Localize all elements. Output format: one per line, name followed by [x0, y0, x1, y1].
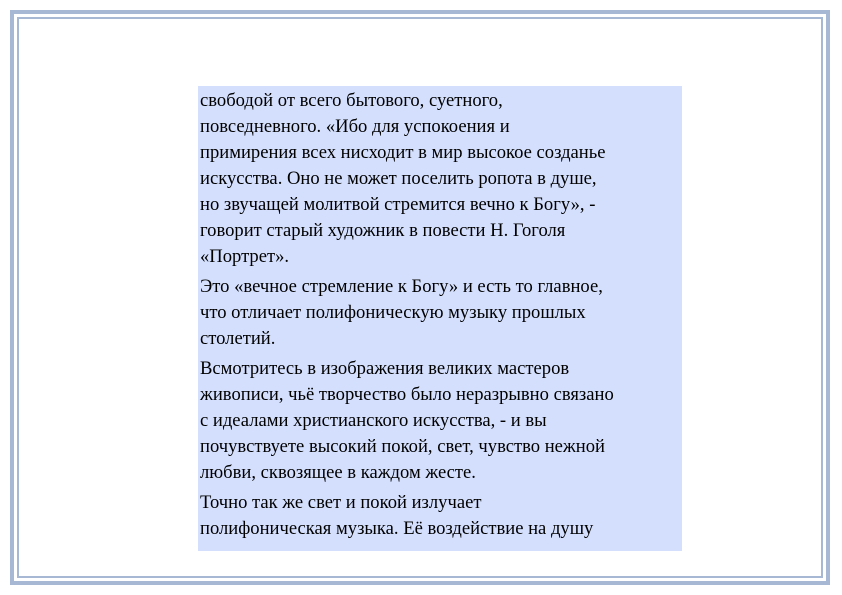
paragraph-2: [200, 274, 682, 352]
text-box: [198, 86, 682, 551]
text-line: почувствуете высокий покой, свет, чувство нежной: [200, 436, 605, 457]
text-line: Всмотритесь в изображения великих мастеров: [200, 358, 570, 379]
text-line: повседневного. «Ибо для успокоения и: [200, 116, 510, 137]
text-line: любви, сквозящее в каждом жесте.: [200, 462, 476, 483]
paragraph-4: [200, 490, 682, 542]
text-line: столетий.: [200, 328, 276, 349]
text-line: полифоническая музыка. Её воздействие на душу: [200, 518, 594, 539]
text-line: Точно так же свет и покой излучает: [200, 492, 482, 513]
text-line: живописи, чьё творчество было неразрывно связано: [200, 384, 614, 405]
text-line: Это «вечное стремление к Богу» и есть то главное,: [200, 276, 603, 297]
text-line: «Портрет».: [200, 246, 290, 267]
paragraph-3: [200, 356, 682, 486]
text-line: примирения всех нисходит в мир высокое созданье: [200, 142, 606, 163]
text-line: что отличает полифоническую музыку прошлых: [200, 302, 586, 323]
text-line: искусства. Оно не может поселить ропота в душе,: [200, 168, 597, 189]
text-line: свободой от всего бытового, суетного,: [200, 90, 503, 111]
text-line: говорит старый художник в повести Н. Гоголя: [200, 220, 566, 241]
text-line: но звучащей молитвой стремится вечно к Богу», -: [200, 194, 596, 215]
paragraph-1: [200, 88, 682, 270]
text-line: с идеалами христианского искусства, - и вы: [200, 410, 547, 431]
